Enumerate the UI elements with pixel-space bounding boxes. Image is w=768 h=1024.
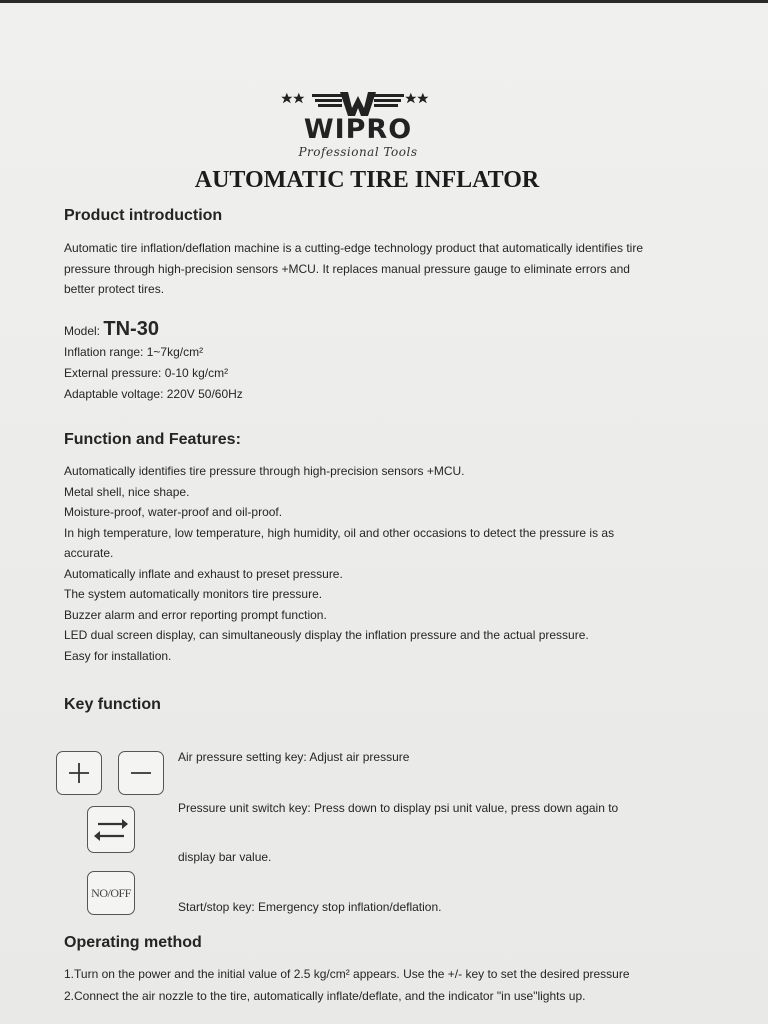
feature-line: Buzzer alarm and error reporting prompt function. — [64, 607, 327, 622]
feature-line: The system automatically monitors tire pressure. — [64, 587, 323, 601]
plus-key-illustration — [56, 751, 102, 795]
features-list — [64, 461, 614, 666]
feature-line: Easy for installation. — [64, 648, 172, 663]
spec-voltage: Adaptable voltage: 220V 50/60Hz — [64, 387, 243, 401]
intro-heading: Product introduction — [64, 207, 223, 224]
minus-icon — [119, 752, 163, 794]
intro-line: Automatic tire inflation/deflation machine is a cutting-edge technology product that automatically identifies tire — [64, 241, 643, 255]
unit-switch-key-illustration — [87, 806, 135, 853]
onoff-key-description: Start/stop key: Emergency stop inflation/deflation. — [178, 900, 442, 914]
feature-line: Automatically identifies tire pressure through high-precision sensors +MCU. — [64, 464, 465, 478]
spec-external-pressure: External pressure: 0-10 kg/cm² — [64, 366, 229, 380]
intro-line: better protect tires. — [64, 282, 165, 296]
feature-line: Metal shell, nice shape. — [64, 484, 190, 499]
spec-inflation-range: Inflation range: 1~7kg/cm² — [64, 345, 204, 359]
onoff-key-illustration — [87, 871, 135, 915]
switch-arrows-icon — [88, 807, 134, 852]
unit-switch-description-2: display bar value. — [178, 850, 272, 864]
features-heading: Function and Features: — [64, 431, 241, 448]
unit-switch-description-1: Pressure unit switch key: Press down to display psi unit value, press down again to — [178, 801, 619, 815]
intro-line: pressure through high-precision sensors +MCU. It replaces manual pressure gauge to eliminate errors and — [64, 261, 630, 276]
plus-minus-key-description: Air pressure setting key: Adjust air pressure — [178, 750, 410, 764]
scan-edge-line — [0, 0, 768, 3]
operating-step: 1.Turn on the power and the initial value of 2.5 kg/cm² appears. Use the +/- key to set the desired pressure — [64, 967, 630, 981]
feature-line: Automatically inflate and exhaust to preset pressure. — [64, 566, 343, 581]
minus-key-illustration — [118, 751, 164, 795]
operating-step: 2.Connect the air nozzle to the tire, automatically inflate/deflate, and the indicator "in use"lights up. — [64, 989, 586, 1003]
feature-line: In high temperature, low temperature, high humidity, oil and other occasions to detect the pressure is as — [64, 525, 615, 540]
brand-tagline: Professional Tools — [298, 145, 418, 159]
feature-line: accurate. — [64, 546, 114, 560]
operating-heading: Operating method — [64, 934, 202, 951]
operating-steps — [64, 963, 630, 1007]
feature-line: LED dual screen display, can simultaneously display the inflation pressure and the actual pressure. — [64, 628, 589, 642]
brand-name: WIPRO — [303, 114, 413, 145]
wipro-logo — [278, 88, 438, 162]
intro-paragraph — [64, 238, 643, 300]
plus-icon — [57, 752, 101, 794]
model-row — [64, 318, 159, 341]
model-label: Model: — [64, 324, 101, 338]
feature-line: Moisture-proof, water-proof and oil-proof. — [64, 505, 283, 519]
keys-heading: Key function — [64, 696, 161, 713]
model-value: TN-30 — [103, 318, 159, 340]
onoff-key-label: NO/OFF — [91, 885, 131, 900]
document-title: AUTOMATIC TIRE INFLATOR — [194, 167, 540, 193]
